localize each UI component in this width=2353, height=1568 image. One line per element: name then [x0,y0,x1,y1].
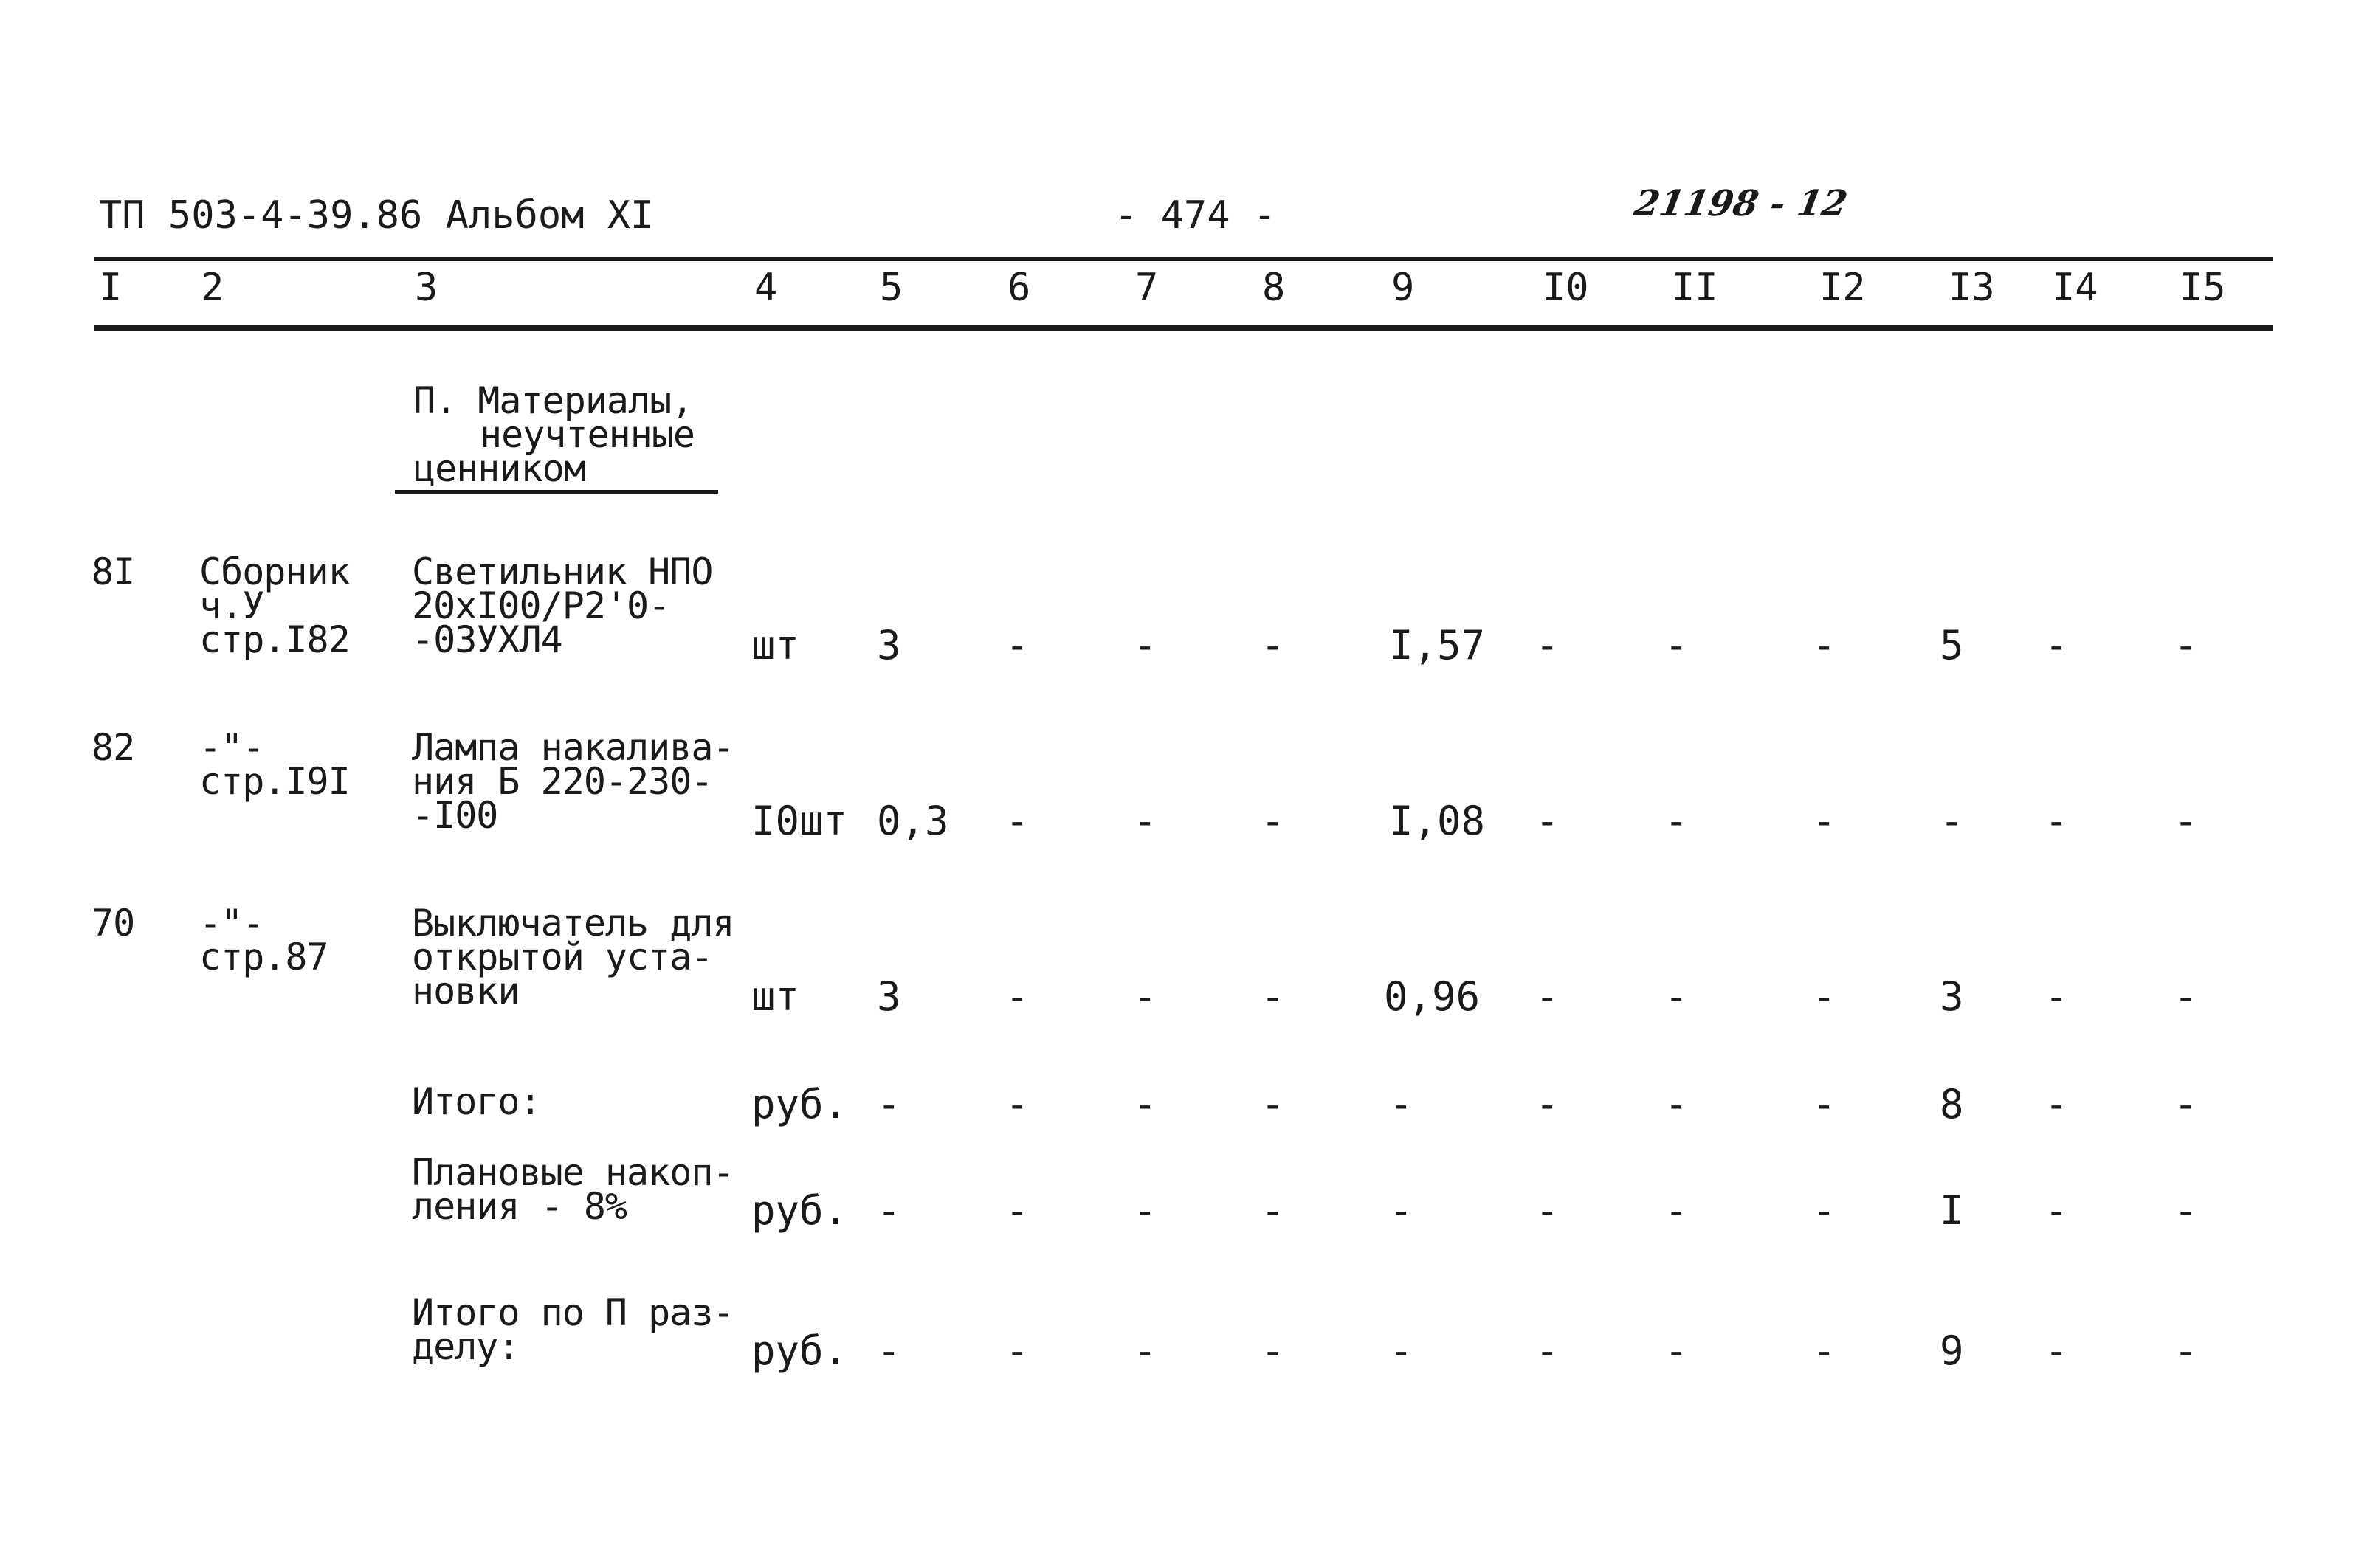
quantity-cell: - [877,1327,901,1374]
column-number: 4 [754,266,778,310]
col7-cell: - [1133,973,1157,1020]
col7-cell: - [1133,1081,1157,1127]
document-reference: ТП 503-4-39.86 Альбом XI [99,193,654,238]
col14-cell: - [2044,1187,2069,1234]
item-name-line: -I00 [412,794,498,837]
column-number: 2 [201,266,224,310]
total-label: Итого по П раз- [412,1291,734,1334]
handwritten-code: 21198 - 12 [1631,183,1851,224]
col6-cell: - [1005,1081,1030,1127]
col15-cell: - [2174,973,2198,1020]
total-cost-cell: 5 [1940,622,1964,669]
col6-cell: - [1005,622,1030,669]
column-number: 7 [1135,266,1159,310]
total-label: Итого: [412,1080,541,1123]
item-name-line: открытой уста- [412,936,713,978]
col11-cell: - [1664,798,1689,844]
column-number: 5 [880,266,903,310]
col11-cell: - [1664,1327,1689,1374]
col12-cell: - [1812,798,1836,844]
col11-cell: - [1664,1081,1689,1127]
col8-cell: - [1261,1081,1285,1127]
column-number: I0 [1543,266,1589,310]
col11-cell: - [1664,1187,1689,1234]
col14-cell: - [2044,798,2069,844]
item-name-line: Выключатель для [412,902,734,944]
row-number: 82 [92,726,135,769]
item-name-line: 20хI00/Р2'0- [412,584,670,627]
col6-cell: - [1005,798,1030,844]
col15-cell: - [2174,1327,2198,1374]
column-number: I5 [2180,266,2226,310]
quantity-cell: 3 [877,622,901,669]
item-name-line: Лампа накалива- [412,726,734,769]
col12-cell: - [1812,1327,1836,1374]
price-cell: I,57 [1389,622,1486,669]
column-number: 6 [1007,266,1031,310]
source-line: -"- [199,902,264,944]
col11-cell: - [1664,622,1689,669]
col12-cell: - [1812,1187,1836,1234]
table-top-rule [94,257,2273,261]
item-name-line: -03УХЛ4 [412,618,562,661]
column-number: I2 [1819,266,1866,310]
quantity-cell: - [877,1187,901,1234]
source-line: стр.I9I [199,760,350,803]
unit-cell: руб. [751,1327,848,1374]
col11-cell: - [1664,973,1689,1020]
page-number: - 474 - [1115,193,1277,238]
column-number: 9 [1391,266,1415,310]
price-cell: - [1389,1081,1413,1127]
section-title-underline [395,490,718,494]
total-cost-cell: 8 [1940,1081,1964,1127]
col10-cell: - [1535,973,1560,1020]
col8-cell: - [1261,1327,1285,1374]
col10-cell: - [1535,1081,1560,1127]
total-cost-cell: - [1940,798,1964,844]
unit-cell: I0шт [751,798,848,844]
source-line: стр.I82 [199,618,350,661]
col14-cell: - [2044,973,2069,1020]
col7-cell: - [1133,1187,1157,1234]
col15-cell: - [2174,798,2198,844]
price-cell: 0,96 [1384,973,1481,1020]
row-number: 8I [92,550,135,593]
column-number: I3 [1949,266,1995,310]
col7-cell: - [1133,798,1157,844]
col14-cell: - [2044,1327,2069,1374]
col6-cell: - [1005,973,1030,1020]
total-cost-cell: 3 [1940,973,1964,1020]
col7-cell: - [1133,622,1157,669]
source-line: стр.87 [199,936,328,978]
col6-cell: - [1005,1187,1030,1234]
section-title-line: неучтенные [480,413,695,456]
column-number: I4 [2052,266,2098,310]
col10-cell: - [1535,622,1560,669]
price-cell: - [1389,1327,1413,1374]
quantity-cell: - [877,1081,901,1127]
col10-cell: - [1535,798,1560,844]
col12-cell: - [1812,1081,1836,1127]
col14-cell: - [2044,622,2069,669]
source-line: ч.У [199,584,264,627]
column-number: II [1672,266,1718,310]
col7-cell: - [1133,1327,1157,1374]
total-label: Плановые накоп- [412,1151,734,1194]
item-name-line: ния Б 220-230- [412,760,713,803]
col8-cell: - [1261,798,1285,844]
col10-cell: - [1535,1327,1560,1374]
col12-cell: - [1812,622,1836,669]
unit-cell: шт [751,973,800,1020]
col14-cell: - [2044,1081,2069,1127]
total-label: ления - 8% [412,1185,627,1228]
price-cell: - [1389,1187,1413,1234]
quantity-cell: 0,3 [877,798,949,844]
unit-cell: руб. [751,1081,848,1127]
col15-cell: - [2174,622,2198,669]
source-line: -"- [199,726,264,769]
item-name-line: Светильник НПО [412,550,713,593]
column-number: 8 [1262,266,1286,310]
price-cell: I,08 [1389,798,1486,844]
col6-cell: - [1005,1327,1030,1374]
col8-cell: - [1261,1187,1285,1234]
section-title-line: ценником [413,447,585,490]
section-title-line: П. Материалы, [413,379,693,422]
total-cost-cell: 9 [1940,1327,1964,1374]
col10-cell: - [1535,1187,1560,1234]
total-label: делу: [412,1325,520,1368]
column-number: 3 [415,266,438,310]
column-number: I [99,266,123,310]
col15-cell: - [2174,1081,2198,1127]
col12-cell: - [1812,973,1836,1020]
quantity-cell: 3 [877,973,901,1020]
column-header-rule [94,325,2273,331]
col15-cell: - [2174,1187,2198,1234]
item-name-line: новки [412,970,520,1012]
unit-cell: руб. [751,1187,848,1234]
col8-cell: - [1261,622,1285,669]
col8-cell: - [1261,973,1285,1020]
row-number: 70 [92,902,135,944]
unit-cell: шт [751,622,800,669]
source-line: Сборник [199,550,350,593]
total-cost-cell: I [1940,1187,1964,1234]
